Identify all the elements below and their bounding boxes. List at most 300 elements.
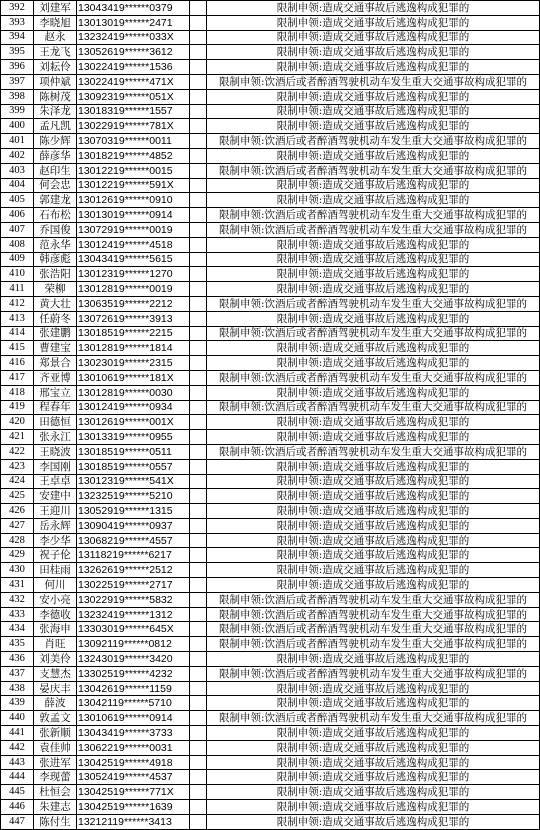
spacer-cell (190, 163, 207, 178)
row-number: 424 (1, 474, 34, 489)
id-number: 13012819******0019 (77, 282, 190, 297)
person-name: 安小亮 (34, 592, 77, 607)
restriction-reason: 限制申领:造成交通事故后逃逸构成犯罪的 (207, 267, 540, 282)
person-name: 晏庆丰 (34, 681, 77, 696)
spacer-cell (190, 208, 207, 223)
person-name: 邢宝立 (34, 385, 77, 400)
row-number: 433 (1, 607, 34, 622)
table-row (1, 267, 540, 282)
spacer-cell (190, 1, 207, 16)
id-number: 13018219******4852 (77, 148, 190, 163)
restriction-reason: 限制申领:饮酒后或者醉酒驾驶机动车发生重大交通事故构成犯罪的 (207, 163, 540, 178)
spacer-cell (190, 267, 207, 282)
restriction-reason: 限制申领:造成交通事故后逃逸构成犯罪的 (207, 430, 540, 445)
spacer-cell (190, 533, 207, 548)
table-row (1, 622, 540, 637)
restriction-reason: 限制申领:造成交通事故后逃逸构成犯罪的 (207, 415, 540, 430)
spacer-cell (190, 755, 207, 770)
restriction-reason: 限制申领:饮酒后或者醉酒驾驶机动车发生重大交通事故构成犯罪的 (207, 711, 540, 726)
restriction-reason: 限制申领:造成交通事故后逃逸构成犯罪的 (207, 193, 540, 208)
table-row (1, 119, 540, 134)
person-name: 陈树茂 (34, 89, 77, 104)
row-number: 446 (1, 800, 34, 815)
person-name: 荣柳 (34, 282, 77, 297)
spacer-cell (190, 474, 207, 489)
table-row (1, 341, 540, 356)
spacer-cell (190, 282, 207, 297)
spacer-cell (190, 622, 207, 637)
person-name: 郭建龙 (34, 193, 77, 208)
table-body (1, 1, 540, 830)
row-number: 415 (1, 341, 34, 356)
person-name: 朱泽龙 (34, 104, 77, 119)
spacer-cell (190, 652, 207, 667)
row-number: 444 (1, 770, 34, 785)
id-number: 13012219******591X (77, 178, 190, 193)
table-row (1, 814, 540, 829)
id-number: 13012819******0030 (77, 385, 190, 400)
id-number: 13042119******5710 (77, 696, 190, 711)
restriction-reason: 限制申领:饮酒后或者醉酒驾驶机动车发生重大交通事故构成犯罪的 (207, 208, 540, 223)
spacer-cell (190, 222, 207, 237)
id-number: 13303019******645X (77, 622, 190, 637)
person-name: 薛彦华 (34, 148, 77, 163)
person-name: 刘耘伶 (34, 60, 77, 75)
restriction-reason: 限制申领:饮酒后或者醉酒驾驶机动车发生重大交通事故构成犯罪的 (207, 592, 540, 607)
row-number: 427 (1, 518, 34, 533)
person-name: 王卓卓 (34, 474, 77, 489)
table-row (1, 637, 540, 652)
table-row (1, 134, 540, 149)
row-number: 425 (1, 489, 34, 504)
person-name: 肖旺 (34, 637, 77, 652)
spacer-cell (190, 370, 207, 385)
restriction-reason: 限制申领:造成交通事故后逃逸构成犯罪的 (207, 489, 540, 504)
table-row (1, 770, 540, 785)
restriction-reason: 限制申领:饮酒后或者醉酒驾驶机动车发生重大交通事故构成犯罪的 (207, 222, 540, 237)
person-name: 张建鹏 (34, 326, 77, 341)
id-number: 13092319******051X (77, 89, 190, 104)
person-name: 任蔚冬 (34, 311, 77, 326)
id-number: 13068219******4557 (77, 533, 190, 548)
row-number: 445 (1, 785, 34, 800)
spacer-cell (190, 430, 207, 445)
restriction-reason: 限制申领:造成交通事故后逃逸构成犯罪的 (207, 60, 540, 75)
id-number: 13042519******771X (77, 785, 190, 800)
row-number: 401 (1, 134, 34, 149)
row-number: 436 (1, 652, 34, 667)
table-row (1, 89, 540, 104)
table-row (1, 800, 540, 815)
restriction-reason: 限制申领:造成交通事故后逃逸构成犯罪的 (207, 726, 540, 741)
restriction-reason: 限制申领:造成交通事故后逃逸构成犯罪的 (207, 459, 540, 474)
table-row (1, 193, 540, 208)
row-number: 441 (1, 726, 34, 741)
row-number: 393 (1, 15, 34, 30)
id-number: 13090419******0937 (77, 518, 190, 533)
restriction-reason: 限制申领:造成交通事故后逃逸构成犯罪的 (207, 652, 540, 667)
id-number: 13022919******5832 (77, 592, 190, 607)
spacer-cell (190, 296, 207, 311)
id-number: 13072919******0019 (77, 222, 190, 237)
id-number: 13118219******6217 (77, 548, 190, 563)
row-number: 404 (1, 178, 34, 193)
spacer-cell (190, 800, 207, 815)
id-number: 13012419******4518 (77, 237, 190, 252)
table-row (1, 696, 540, 711)
spacer-cell (190, 814, 207, 829)
restriction-reason: 限制申领:饮酒后或者醉酒驾驶机动车发生重大交通事故构成犯罪的 (207, 296, 540, 311)
table-row (1, 711, 540, 726)
row-number: 414 (1, 326, 34, 341)
id-number: 13013019******2471 (77, 15, 190, 30)
table-row (1, 60, 540, 75)
restriction-reason: 限制申领:造成交通事故后逃逸构成犯罪的 (207, 474, 540, 489)
spacer-cell (190, 74, 207, 89)
restriction-reason: 限制申领:造成交通事故后逃逸构成犯罪的 (207, 785, 540, 800)
id-number: 13072619******3913 (77, 311, 190, 326)
person-name: 张进军 (34, 755, 77, 770)
id-number: 13018519******0557 (77, 459, 190, 474)
id-number: 13052419******4537 (77, 770, 190, 785)
id-number: 13232519******5210 (77, 489, 190, 504)
person-name: 王晓波 (34, 444, 77, 459)
table-row (1, 652, 540, 667)
person-name: 项仲斌 (34, 74, 77, 89)
person-name: 李晓旭 (34, 15, 77, 30)
id-number: 13063519******2212 (77, 296, 190, 311)
spacer-cell (190, 178, 207, 193)
table-row (1, 430, 540, 445)
table-row (1, 282, 540, 297)
restriction-reason: 限制申领:造成交通事故后逃逸构成犯罪的 (207, 504, 540, 519)
person-name: 黄大壮 (34, 296, 77, 311)
person-name: 孟凡凯 (34, 119, 77, 134)
row-number: 392 (1, 1, 34, 16)
spacer-cell (190, 341, 207, 356)
id-number: 13243019******3420 (77, 652, 190, 667)
restriction-reason: 限制申领:造成交通事故后逃逸构成犯罪的 (207, 681, 540, 696)
table-row (1, 444, 540, 459)
person-name: 李现蕾 (34, 770, 77, 785)
restriction-reason: 限制申领:造成交通事故后逃逸构成犯罪的 (207, 311, 540, 326)
id-number: 13022419******471X (77, 74, 190, 89)
table-row (1, 237, 540, 252)
id-number: 13023019******2315 (77, 356, 190, 371)
table-row (1, 15, 540, 30)
table-row (1, 726, 540, 741)
table-row (1, 666, 540, 681)
row-number: 408 (1, 237, 34, 252)
table-row (1, 755, 540, 770)
row-number: 447 (1, 814, 34, 829)
person-name: 韩彦彪 (34, 252, 77, 267)
row-number: 435 (1, 637, 34, 652)
row-number: 406 (1, 208, 34, 223)
id-number: 13062219******0031 (77, 740, 190, 755)
row-number: 413 (1, 311, 34, 326)
row-number: 429 (1, 548, 34, 563)
id-number: 13018519******2215 (77, 326, 190, 341)
person-name: 赵印生 (34, 163, 77, 178)
restriction-reason: 限制申领:造成交通事故后逃逸构成犯罪的 (207, 814, 540, 829)
restriction-reason: 限制申领:造成交通事故后逃逸构成犯罪的 (207, 341, 540, 356)
table-row (1, 74, 540, 89)
id-number: 13232419******1312 (77, 607, 190, 622)
person-name: 何川 (34, 578, 77, 593)
table-row (1, 592, 540, 607)
id-number: 13042519******4918 (77, 755, 190, 770)
spacer-cell (190, 119, 207, 134)
restriction-reason: 限制申领:饮酒后或者醉酒驾驶机动车发生重大交通事故构成犯罪的 (207, 74, 540, 89)
table-row (1, 370, 540, 385)
table-row (1, 533, 540, 548)
id-number: 13010619******0914 (77, 711, 190, 726)
table-row (1, 548, 540, 563)
person-name: 杜恒会 (34, 785, 77, 800)
table-row (1, 1, 540, 16)
restriction-reason: 限制申领:饮酒后或者醉酒驾驶机动车发生重大交通事故构成犯罪的 (207, 637, 540, 652)
person-name: 石布松 (34, 208, 77, 223)
spacer-cell (190, 681, 207, 696)
row-number: 398 (1, 89, 34, 104)
spacer-cell (190, 666, 207, 681)
person-name: 郑景合 (34, 356, 77, 371)
row-number: 397 (1, 74, 34, 89)
spacer-cell (190, 459, 207, 474)
table-row (1, 208, 540, 223)
restriction-reason: 限制申领:造成交通事故后逃逸构成犯罪的 (207, 385, 540, 400)
id-number: 13012419******0934 (77, 400, 190, 415)
restriction-reason: 限制申领:造成交通事故后逃逸构成犯罪的 (207, 533, 540, 548)
spacer-cell (190, 563, 207, 578)
person-name: 李德收 (34, 607, 77, 622)
row-number: 431 (1, 578, 34, 593)
id-number: 13042619******1159 (77, 681, 190, 696)
id-number: 13052919******1315 (77, 504, 190, 519)
person-name: 支慧杰 (34, 666, 77, 681)
spacer-cell (190, 415, 207, 430)
spacer-cell (190, 785, 207, 800)
table-row (1, 607, 540, 622)
row-number: 439 (1, 696, 34, 711)
spacer-cell (190, 607, 207, 622)
table-row (1, 148, 540, 163)
row-number: 419 (1, 400, 34, 415)
restriction-reason: 限制申领:造成交通事故后逃逸构成犯罪的 (207, 518, 540, 533)
row-number: 421 (1, 430, 34, 445)
table-row (1, 578, 540, 593)
id-number: 13022919******781X (77, 119, 190, 134)
spacer-cell (190, 385, 207, 400)
spacer-cell (190, 489, 207, 504)
row-number: 402 (1, 148, 34, 163)
person-name: 齐亚博 (34, 370, 77, 385)
restriction-reason: 限制申领:造成交通事故后逃逸构成犯罪的 (207, 15, 540, 30)
spacer-cell (190, 252, 207, 267)
table-row (1, 45, 540, 60)
spacer-cell (190, 237, 207, 252)
row-number: 394 (1, 30, 34, 45)
id-number: 13232419******033X (77, 30, 190, 45)
row-number: 438 (1, 681, 34, 696)
id-number: 13043419******0379 (77, 1, 190, 16)
person-name: 薛波 (34, 696, 77, 711)
restriction-reason: 限制申领:饮酒后或者醉酒驾驶机动车发生重大交通事故构成犯罪的 (207, 134, 540, 149)
id-number: 13018519******0511 (77, 444, 190, 459)
row-number: 443 (1, 755, 34, 770)
id-number: 13070319******0011 (77, 134, 190, 149)
spacer-cell (190, 578, 207, 593)
table-row (1, 311, 540, 326)
restriction-reason: 限制申领:造成交通事故后逃逸构成犯罪的 (207, 45, 540, 60)
id-number: 13012619******001X (77, 415, 190, 430)
row-number: 417 (1, 370, 34, 385)
id-number: 13012219******0015 (77, 163, 190, 178)
id-number: 13022519******2717 (77, 578, 190, 593)
row-number: 405 (1, 193, 34, 208)
table-row (1, 518, 540, 533)
id-number: 13092119******0812 (77, 637, 190, 652)
row-number: 416 (1, 356, 34, 371)
person-name: 刘美伶 (34, 652, 77, 667)
row-number: 407 (1, 222, 34, 237)
spacer-cell (190, 15, 207, 30)
row-number: 420 (1, 415, 34, 430)
table-row (1, 489, 540, 504)
restriction-reason: 限制申领:饮酒后或者醉酒驾驶机动车发生重大交通事故构成犯罪的 (207, 666, 540, 681)
spacer-cell (190, 637, 207, 652)
row-number: 395 (1, 45, 34, 60)
row-number: 410 (1, 267, 34, 282)
row-number: 432 (1, 592, 34, 607)
person-name: 曹建宝 (34, 341, 77, 356)
restriction-reason: 限制申领:造成交通事故后逃逸构成犯罪的 (207, 252, 540, 267)
table-row (1, 163, 540, 178)
row-number: 440 (1, 711, 34, 726)
person-name: 张海申 (34, 622, 77, 637)
spacer-cell (190, 696, 207, 711)
id-number: 13212119******3413 (77, 814, 190, 829)
row-number: 409 (1, 252, 34, 267)
restriction-reason: 限制申领:饮酒后或者醉酒驾驶机动车发生重大交通事故构成犯罪的 (207, 370, 540, 385)
restriction-reason: 限制申领:造成交通事故后逃逸构成犯罪的 (207, 755, 540, 770)
spacer-cell (190, 148, 207, 163)
table-row (1, 178, 540, 193)
restriction-reason: 限制申领:饮酒后或者醉酒驾驶机动车发生重大交通事故构成犯罪的 (207, 622, 540, 637)
id-number: 13018319******1557 (77, 104, 190, 119)
spacer-cell (190, 104, 207, 119)
person-name: 王龙飞 (34, 45, 77, 60)
row-number: 396 (1, 60, 34, 75)
restriction-reason: 限制申领:造成交通事故后逃逸构成犯罪的 (207, 356, 540, 371)
row-number: 434 (1, 622, 34, 637)
person-name: 祝子伦 (34, 548, 77, 563)
id-number: 13042519******1639 (77, 800, 190, 815)
row-number: 426 (1, 504, 34, 519)
spacer-cell (190, 193, 207, 208)
restriction-reason: 限制申领:造成交通事故后逃逸构成犯罪的 (207, 30, 540, 45)
row-number: 399 (1, 104, 34, 119)
row-number: 412 (1, 296, 34, 311)
spacer-cell (190, 504, 207, 519)
spacer-cell (190, 356, 207, 371)
table-row (1, 104, 540, 119)
table-row (1, 385, 540, 400)
restriction-reason: 限制申领:造成交通事故后逃逸构成犯罪的 (207, 696, 540, 711)
id-number: 13012619******0910 (77, 193, 190, 208)
person-name: 安建中 (34, 489, 77, 504)
table-row (1, 356, 540, 371)
row-number: 418 (1, 385, 34, 400)
table-row (1, 415, 540, 430)
person-name: 张浩阳 (34, 267, 77, 282)
person-name: 张永江 (34, 430, 77, 445)
restriction-reason: 限制申领:造成交通事故后逃逸构成犯罪的 (207, 282, 540, 297)
restriction-reason: 限制申领:饮酒后或者醉酒驾驶机动车发生重大交通事故构成犯罪的 (207, 607, 540, 622)
restriction-reason: 限制申领:造成交通事故后逃逸构成犯罪的 (207, 548, 540, 563)
person-name: 陈少辉 (34, 134, 77, 149)
restriction-reason: 限制申领:造成交通事故后逃逸构成犯罪的 (207, 89, 540, 104)
spacer-cell (190, 326, 207, 341)
person-name: 敦孟文 (34, 711, 77, 726)
id-number: 13302519******4232 (77, 666, 190, 681)
person-name: 王迎川 (34, 504, 77, 519)
table-row (1, 785, 540, 800)
row-number: 423 (1, 459, 34, 474)
person-name: 赵永 (34, 30, 77, 45)
spacer-cell (190, 45, 207, 60)
spacer-cell (190, 89, 207, 104)
id-number: 13262619******2512 (77, 563, 190, 578)
person-name: 田德恒 (34, 415, 77, 430)
id-number: 13052619******3612 (77, 45, 190, 60)
restriction-reason: 限制申领:造成交通事故后逃逸构成犯罪的 (207, 770, 540, 785)
restriction-reason: 限制申领:造成交通事故后逃逸构成犯罪的 (207, 740, 540, 755)
restriction-reason: 限制申领:造成交通事故后逃逸构成犯罪的 (207, 178, 540, 193)
id-number: 13043419******5615 (77, 252, 190, 267)
person-name: 李少华 (34, 533, 77, 548)
spacer-cell (190, 726, 207, 741)
id-number: 13013319******0955 (77, 430, 190, 445)
spacer-cell (190, 400, 207, 415)
table-row (1, 296, 540, 311)
restriction-reason: 限制申领:造成交通事故后逃逸构成犯罪的 (207, 119, 540, 134)
person-name: 乔国俊 (34, 222, 77, 237)
spacer-cell (190, 548, 207, 563)
row-number: 442 (1, 740, 34, 755)
row-number: 411 (1, 282, 34, 297)
spacer-cell (190, 30, 207, 45)
restriction-reason: 限制申领:造成交通事故后逃逸构成犯罪的 (207, 104, 540, 119)
table-row (1, 474, 540, 489)
table-row (1, 459, 540, 474)
id-number: 13043419******3733 (77, 726, 190, 741)
restriction-reason: 限制申领:造成交通事故后逃逸构成犯罪的 (207, 578, 540, 593)
spacer-cell (190, 740, 207, 755)
spacer-cell (190, 592, 207, 607)
person-name: 田桂雨 (34, 563, 77, 578)
id-number: 13012319******1270 (77, 267, 190, 282)
restriction-reason: 限制申领:饮酒后或者醉酒驾驶机动车发生重大交通事故构成犯罪的 (207, 400, 540, 415)
person-name: 范永华 (34, 237, 77, 252)
spacer-cell (190, 60, 207, 75)
table-row (1, 563, 540, 578)
restriction-reason: 限制申领:造成交通事故后逃逸构成犯罪的 (207, 148, 540, 163)
person-name: 程春年 (34, 400, 77, 415)
person-name: 何会忠 (34, 178, 77, 193)
id-number: 13012819******1814 (77, 341, 190, 356)
